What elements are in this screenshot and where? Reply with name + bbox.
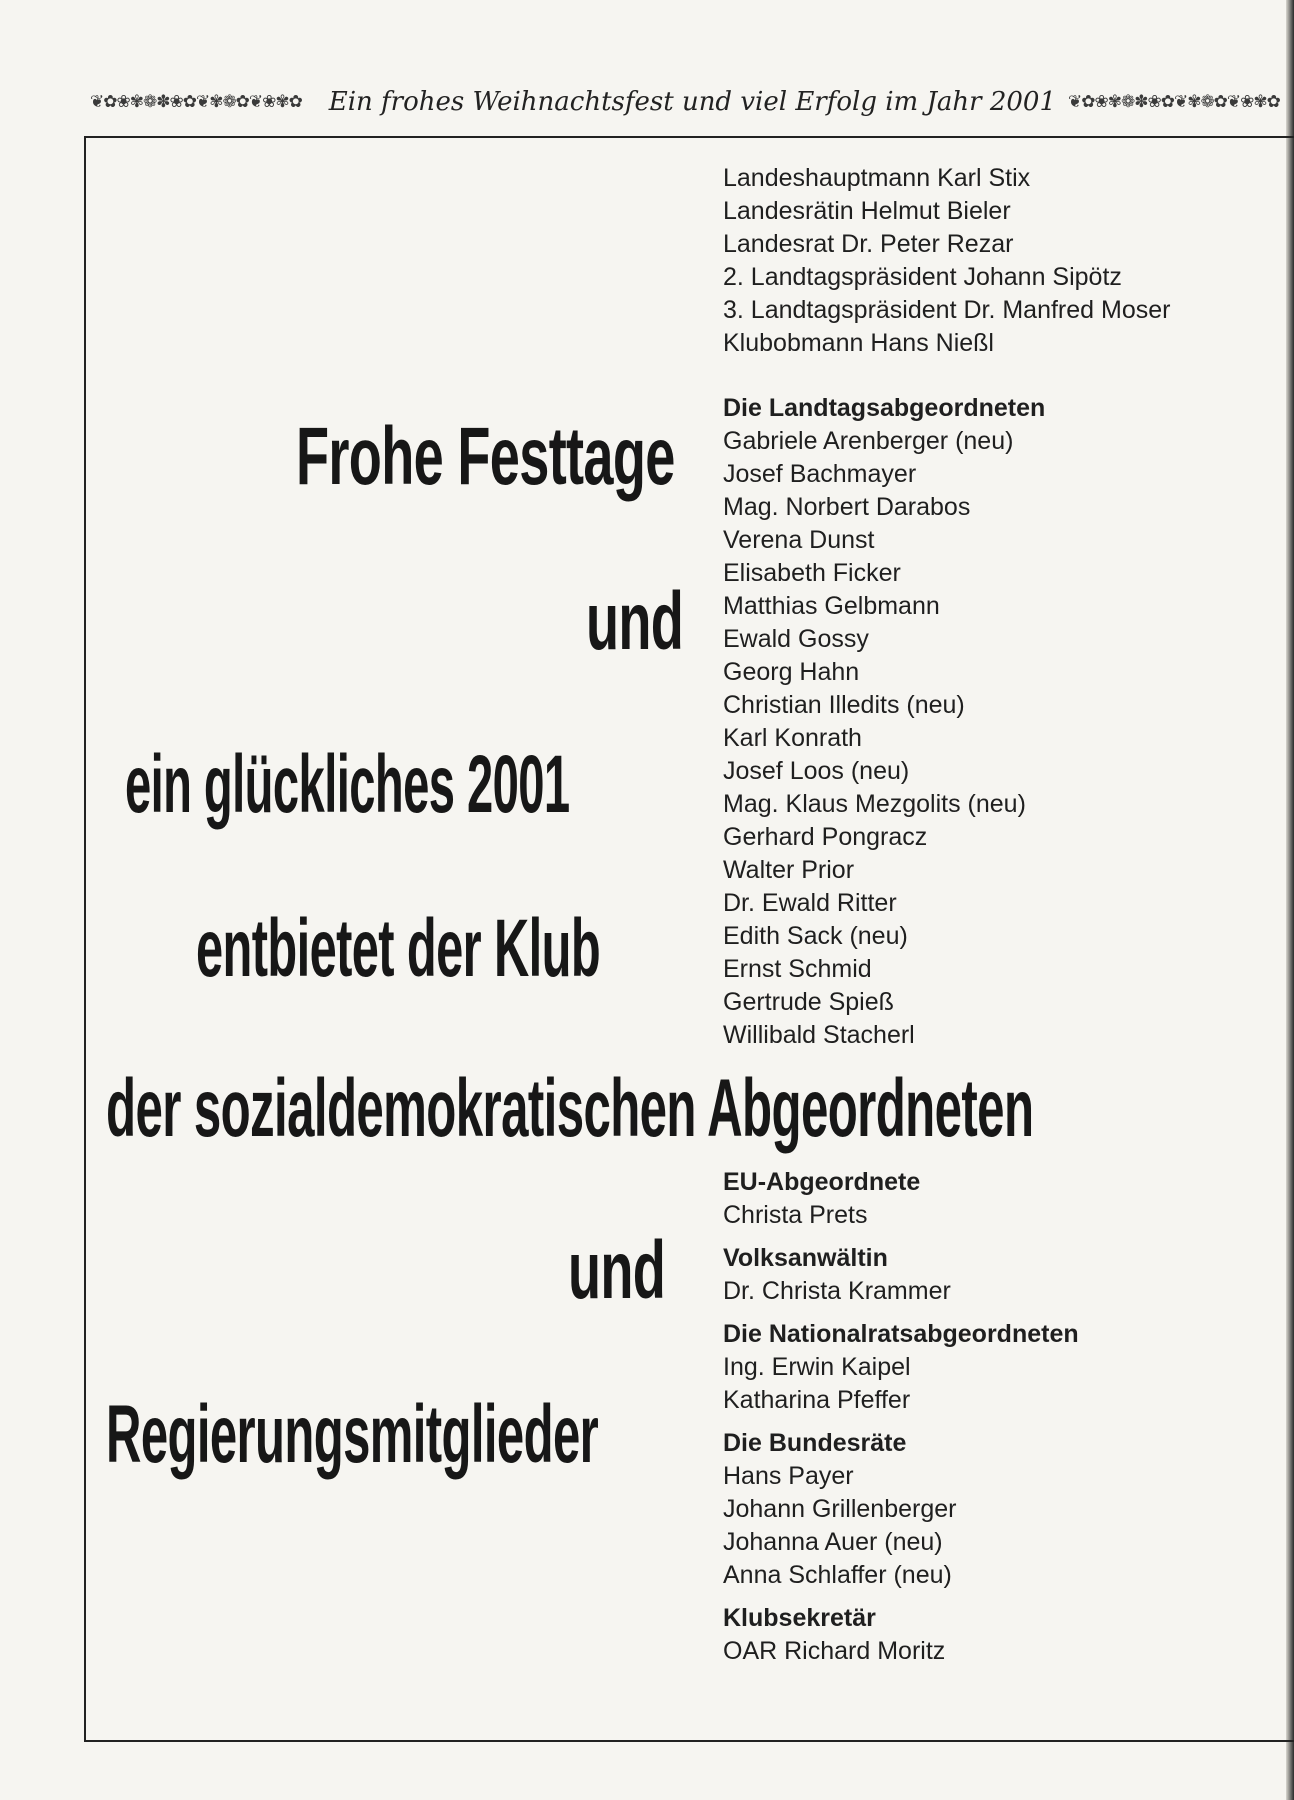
- list-item: Karl Konrath: [723, 724, 862, 752]
- greeting-line-7: Regierungsmitglieder: [106, 1389, 599, 1480]
- list-item: Elisabeth Ficker: [723, 559, 901, 587]
- greeting-line-1: Frohe Festtage: [296, 411, 675, 502]
- header-title: Ein frohes Weihnachtsfest und viel Erfolg im Jahr 2001: [328, 87, 1056, 117]
- list-item: Anna Schlaffer (neu): [723, 1561, 952, 1589]
- list-item: 2. Landtagspräsident Johann Sipötz: [723, 263, 1122, 291]
- list-item: Hans Payer: [723, 1462, 854, 1490]
- list-item: Ewald Gossy: [723, 625, 869, 653]
- list-item: Verena Dunst: [723, 526, 875, 554]
- list-item: Landesrätin Helmut Bieler: [723, 197, 1011, 225]
- greeting-line-6: und: [568, 1225, 666, 1316]
- list-item: Georg Hahn: [723, 658, 860, 686]
- list-item: Willibald Stacherl: [723, 1021, 915, 1049]
- list-item: Dr. Ewald Ritter: [723, 889, 897, 917]
- section-heading: Volksanwältin: [723, 1244, 888, 1272]
- list-item: Gabriele Arenberger (neu): [723, 427, 1014, 455]
- section-heading: Die Landtagsabgeordneten: [723, 394, 1046, 422]
- list-item: Gertrude Spieß: [723, 988, 894, 1016]
- list-item: Christa Prets: [723, 1201, 868, 1229]
- list-item: Klubobmann Hans Nießl: [723, 329, 994, 357]
- list-item: Ernst Schmid: [723, 955, 872, 983]
- header-banner: [90, 82, 1290, 122]
- greeting-line-4: entbietet der Klub: [196, 903, 601, 994]
- list-item: Johann Grillenberger: [723, 1495, 957, 1523]
- list-item: Mag. Klaus Mezgolits (neu): [723, 790, 1026, 818]
- list-item: OAR Richard Moritz: [723, 1637, 946, 1665]
- list-item: Johanna Auer (neu): [723, 1528, 943, 1556]
- list-item: Walter Prior: [723, 856, 855, 884]
- list-item: Landesrat Dr. Peter Rezar: [723, 230, 1014, 258]
- list-item: Mag. Norbert Darabos: [723, 493, 971, 521]
- list-item: Katharina Pfeffer: [723, 1386, 911, 1414]
- section-heading: Die Nationalratsabgeordneten: [723, 1320, 1079, 1348]
- section-heading: EU-Abgeordnete: [723, 1168, 921, 1196]
- list-item: Landeshauptmann Karl Stix: [723, 164, 1031, 192]
- section-heading: Die Bundesräte: [723, 1429, 907, 1457]
- landtag-section: [723, 392, 1045, 1052]
- ornament-border-left: ❦✿❀✾❁✽❀✿❦✾❁✿❦❀✾✿: [90, 92, 302, 112]
- greeting-line-2: und: [586, 576, 684, 667]
- other-representatives: [723, 1166, 1079, 1668]
- list-item: Dr. Christa Krammer: [723, 1277, 951, 1305]
- list-item: Josef Loos (neu): [723, 757, 910, 785]
- greeting-line-3: ein glückliches 2001: [125, 739, 570, 830]
- list-item: Josef Bachmayer: [723, 460, 917, 488]
- section-heading: Klubsekretär: [723, 1604, 876, 1632]
- government-list: [723, 162, 1170, 360]
- list-item: 3. Landtagspräsident Dr. Manfred Moser: [723, 296, 1171, 324]
- ornament-border-right: ❦✿❀✾❁✽❀✿❦✾❁✿❦❀✾✿: [1068, 92, 1280, 112]
- list-item: Christian Illedits (neu): [723, 691, 965, 719]
- greeting-line-5: der sozialdemokratischen Abgeordneten: [106, 1063, 1034, 1154]
- list-item: Matthias Gelbmann: [723, 592, 940, 620]
- list-item: Gerhard Pongracz: [723, 823, 928, 851]
- list-item: Ing. Erwin Kaipel: [723, 1353, 911, 1381]
- list-item: Edith Sack (neu): [723, 922, 908, 950]
